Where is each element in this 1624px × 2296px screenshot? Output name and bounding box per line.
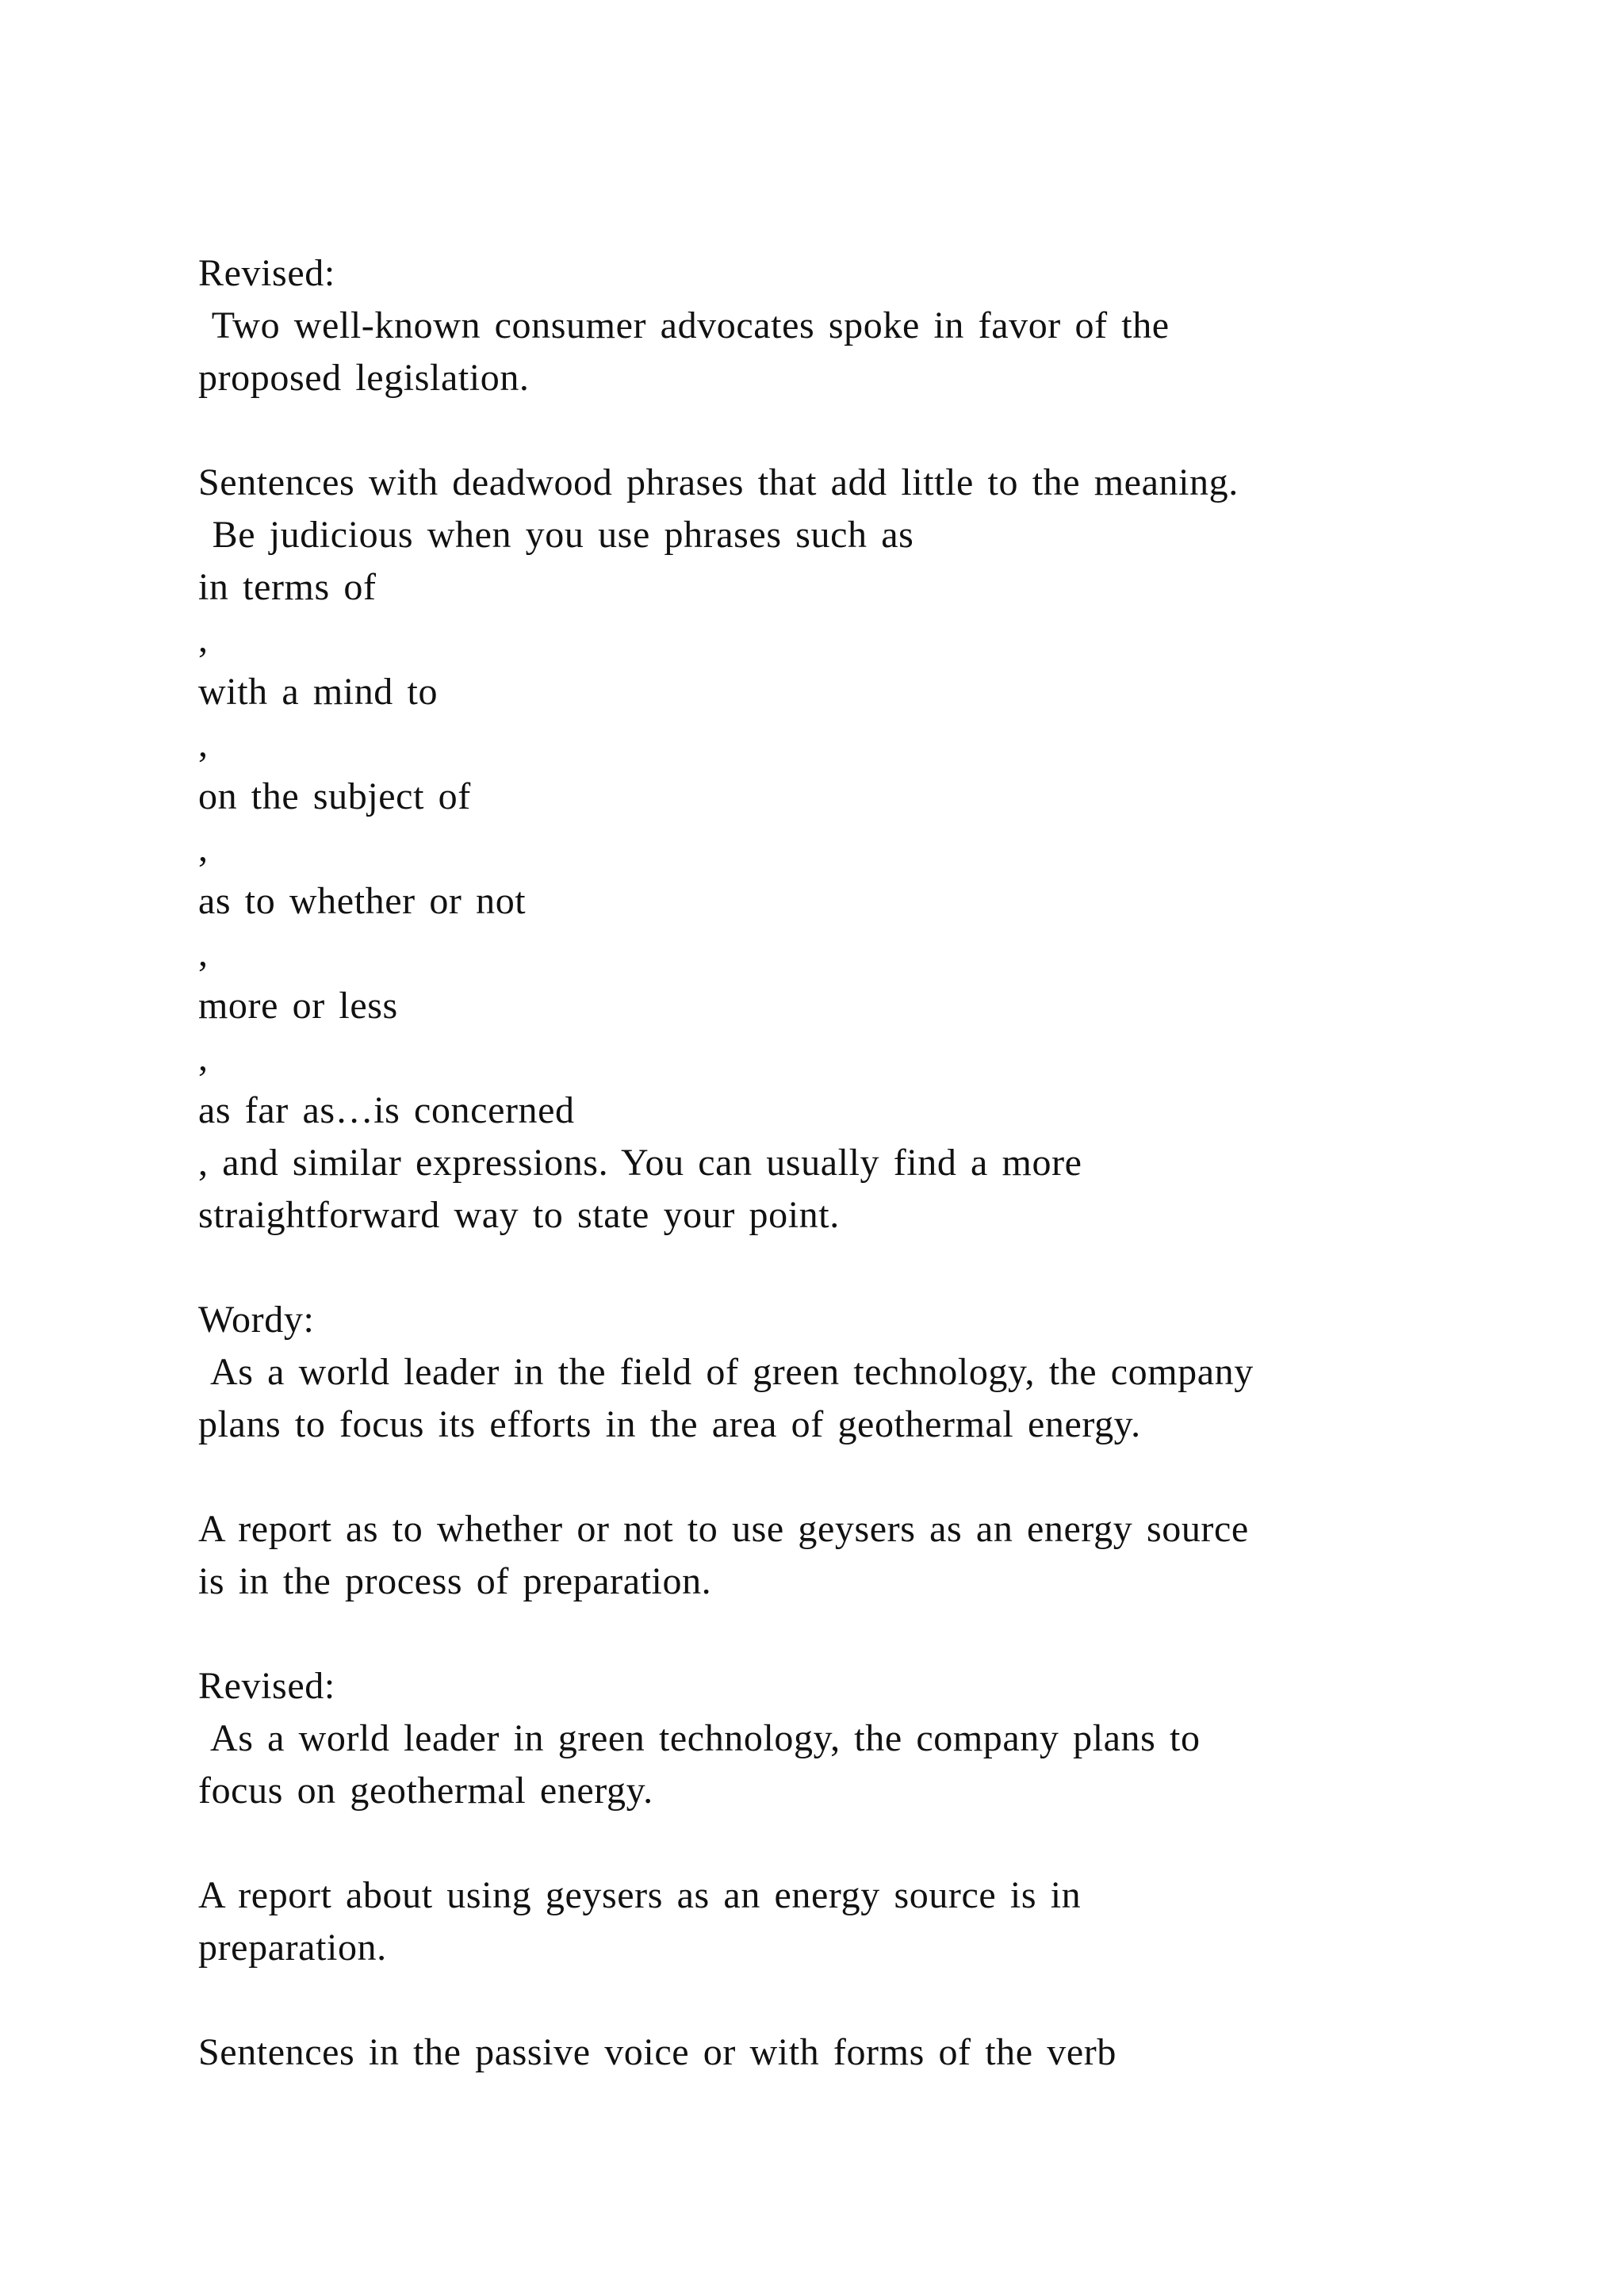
blank-line: [198, 1974, 1507, 2026]
text-line: with a mind to: [198, 671, 439, 713]
blank-line: [198, 404, 1507, 457]
text-line: plans to focus its efforts in the area of geothermal energy.: [198, 1403, 1141, 1445]
text-line: As a world leader in green technology, the company plans to: [198, 1717, 1201, 1759]
text-line: Revised:: [198, 1665, 335, 1707]
text-line: as far as…is concerned: [198, 1089, 575, 1131]
blank-line: [198, 1451, 1507, 1503]
text-line: in terms of: [198, 566, 377, 608]
text-line: Revised:: [198, 252, 335, 294]
text-line: proposed legislation.: [198, 357, 530, 399]
blank-line: [198, 1817, 1507, 1869]
text-line: , and similar expressions. You can usually find a more: [198, 1142, 1082, 1184]
text-line: more or less: [198, 985, 398, 1027]
text-line: A report as to whether or not to use geysers as an energy source: [198, 1508, 1249, 1550]
text-line: Be judicious when you use phrases such as: [198, 514, 914, 556]
text-line: ,: [198, 618, 209, 660]
text-line: Two well-known consumer advocates spoke in favor of the: [198, 304, 1170, 346]
text-line: ,: [198, 828, 209, 870]
text-line: As a world leader in the field of green technology, the company: [198, 1351, 1254, 1393]
text-line: focus on geothermal energy.: [198, 1770, 653, 1812]
text-line: preparation.: [198, 1927, 387, 1969]
text-line: A report about using geysers as an energy source is in: [198, 1874, 1082, 1916]
document-page: [198, 247, 1507, 2079]
text-line: on the subject of: [198, 775, 471, 817]
text-line: is in the process of preparation.: [198, 1560, 712, 1602]
text-line: as to whether or not: [198, 880, 527, 922]
text-line: Sentences in the passive voice or with forms of the verb: [198, 2031, 1116, 2073]
text-line: ,: [198, 932, 209, 974]
text-line: ,: [198, 723, 209, 765]
text-line: ,: [198, 1037, 209, 1079]
blank-line: [198, 1242, 1507, 1294]
text-line: Sentences with deadwood phrases that add little to the meaning.: [198, 461, 1239, 503]
text-line: Wordy:: [198, 1299, 315, 1341]
text-line: straightforward way to state your point.: [198, 1194, 840, 1236]
blank-line: [198, 1608, 1507, 1660]
